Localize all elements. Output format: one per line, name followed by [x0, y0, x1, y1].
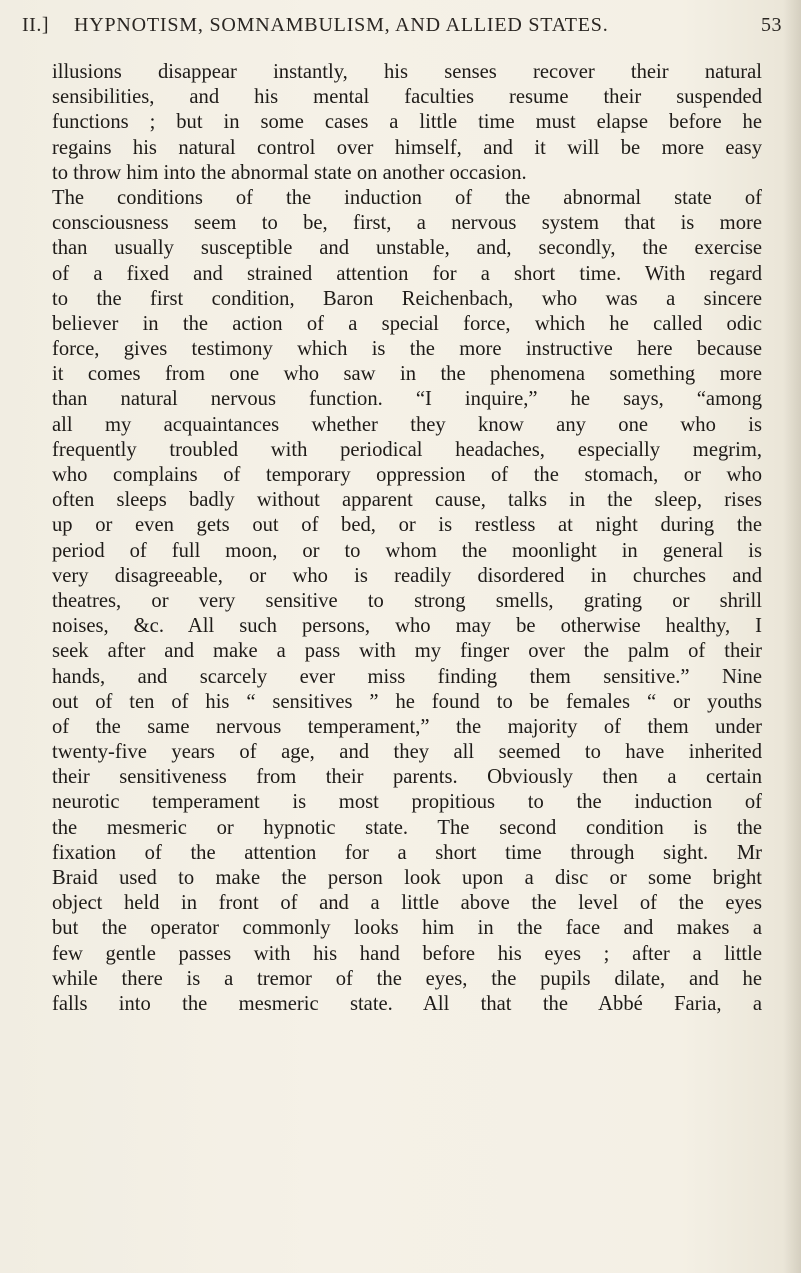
- text-line: frequently troubled with periodical headaches, especially megrim,: [52, 438, 762, 461]
- text-line: fixation of the attention for a short time through sight. Mr: [52, 841, 762, 864]
- text-line: of a fixed and strained attention for a short time. With regard: [52, 262, 762, 285]
- text-line: object held in front of and a little above the level of the eyes: [52, 892, 762, 915]
- text-line: regains his natural control over himself, and it will be more easy: [52, 136, 762, 159]
- page-number: 53: [761, 14, 782, 36]
- text-line: seek after and make a pass with my finger over the palm of their: [52, 640, 762, 663]
- chapter-number: II.]: [22, 14, 49, 36]
- text-line: illusions disappear instantly, his senses recover their natural: [52, 61, 762, 83]
- text-line: the mesmeric or hypnotic state. The second condition is the: [52, 816, 762, 839]
- text-line: but the operator commonly looks him in the face and makes a: [52, 917, 762, 940]
- text-line: while there is a tremor of the eyes, the pupils dilate, and he: [52, 967, 762, 990]
- text-line: theatres, or very sensitive to strong smells, grating or shrill: [52, 589, 762, 612]
- body-text: [52, 60, 762, 1017]
- running-head: [22, 14, 782, 44]
- text-line: sensibilities, and his mental faculties resume their suspended: [52, 86, 762, 109]
- text-line: than usually susceptible and unstable, and, secondly, the exercise: [52, 237, 762, 260]
- text-line: out of ten of his “ sensitives ” he found to be females “ or youths: [52, 690, 762, 713]
- text-line: few gentle passes with his hand before his eyes ; after a little: [52, 942, 762, 965]
- text-line: their sensitiveness from their parents. Obviously then a certain: [52, 766, 762, 789]
- text-line: falls into the mesmeric state. All that the Abbé Faria, a: [52, 992, 762, 1015]
- text-line: to throw him into the abnormal state on another occasion.: [52, 161, 527, 184]
- text-line: Braid used to make the person look upon a disc or some bright: [52, 867, 762, 889]
- text-line: very disagreeable, or who is readily disordered in churches and: [52, 564, 762, 587]
- text-line: up or even gets out of bed, or is restless at night during the: [52, 514, 762, 537]
- page-edge-shadow: [783, 0, 801, 1273]
- text-line: consciousness seem to be, first, a nervous system that is more: [52, 212, 762, 235]
- text-line: noises, &c. All such persons, who may be otherwise healthy, I: [52, 615, 762, 638]
- text-line: hands, and scarcely ever miss finding them sensitive.” Nine: [52, 665, 762, 688]
- text-line: The conditions of the induction of the abnormal state of: [52, 186, 762, 209]
- text-line: who complains of temporary oppression of the stomach, or who: [52, 464, 762, 486]
- text-line: all my acquaintances whether they know any one who is: [52, 413, 762, 436]
- text-line: period of full moon, or to whom the moonlight in general is: [52, 539, 762, 562]
- text-line: twenty-five years of age, and they all seemed to have inherited: [52, 741, 762, 764]
- text-line: than natural nervous function. “I inquire,” he says, “among: [52, 388, 762, 411]
- text-line: often sleeps badly without apparent cause, talks in the sleep, rises: [52, 489, 762, 512]
- text-line: force, gives testimony which is the more instructive here because: [52, 338, 762, 361]
- text-line: neurotic temperament is most propitious to the induction of: [52, 791, 762, 814]
- text-line: to the first condition, Baron Reichenbach, who was a sincere: [52, 287, 762, 310]
- text-line: of the same nervous temperament,” the majority of them under: [52, 715, 762, 738]
- running-title: HYPNOTISM, SOMNAMBULISM, AND ALLIED STATES.: [74, 14, 609, 36]
- text-line: functions ; but in some cases a little time must elapse before he: [52, 111, 762, 134]
- text-line: it comes from one who saw in the phenomena something more: [52, 363, 762, 386]
- text-line: believer in the action of a special force, which he called odic: [52, 312, 762, 335]
